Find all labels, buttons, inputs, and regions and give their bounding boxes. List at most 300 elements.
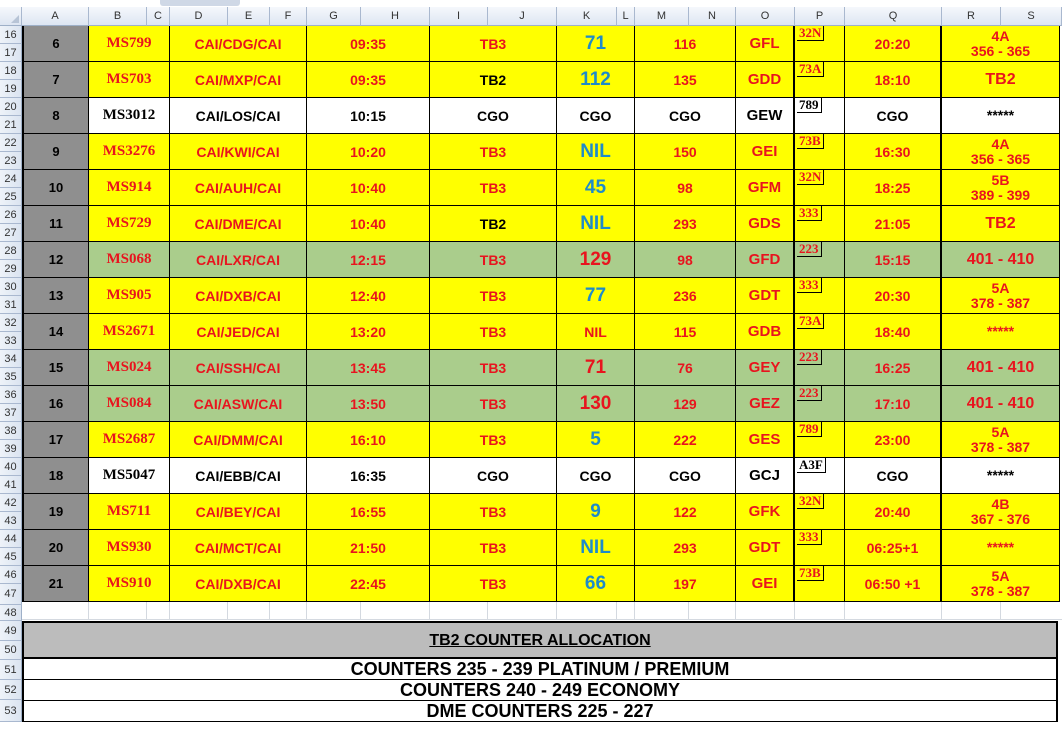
cell-term[interactable]: TB3 <box>430 314 557 350</box>
row-header[interactable]: 26 <box>0 206 22 224</box>
cell-arr[interactable]: 20:20 <box>845 26 942 62</box>
row-header[interactable]: 20 <box>0 98 22 116</box>
flight-row[interactable] <box>22 242 1062 278</box>
cell-arr[interactable]: 23:00 <box>845 422 942 458</box>
cell-ac[interactable] <box>795 62 845 98</box>
counter-text: 356 - 365 <box>970 42 1031 59</box>
cell-pax[interactable]: 129 <box>635 386 736 422</box>
cell-no[interactable]: 21 <box>22 566 89 602</box>
aircraft-type-label: 333 <box>797 530 822 545</box>
row-header[interactable]: 17 <box>0 44 22 62</box>
cell-term[interactable]: TB3 <box>430 350 557 386</box>
cell-no[interactable]: 16 <box>22 386 89 422</box>
cell-dep[interactable]: 10:40 <box>307 170 430 206</box>
grid-divider <box>556 602 557 620</box>
aircraft-type-label: 223 <box>797 386 822 401</box>
counter-text: 5A <box>991 423 1010 440</box>
row-header[interactable]: 16 <box>0 26 22 44</box>
column-header-s[interactable]: S <box>1001 7 1062 26</box>
cell-term[interactable]: TB3 <box>430 494 557 530</box>
cell-arr[interactable]: CGO <box>845 458 942 494</box>
cell-flight[interactable]: MS930 <box>89 530 170 566</box>
cell-ac[interactable] <box>795 242 845 278</box>
cell-gate[interactable]: CGO <box>557 458 635 494</box>
flight-row[interactable] <box>22 170 1062 206</box>
counter-text: 378 - 387 <box>970 294 1031 311</box>
cell-arr[interactable]: 18:40 <box>845 314 942 350</box>
cell-counters[interactable] <box>942 314 1060 350</box>
cell-arr[interactable]: 17:10 <box>845 386 942 422</box>
aircraft-type-label: 73B <box>797 566 824 581</box>
cell-term[interactable]: TB3 <box>430 278 557 314</box>
column-header-i[interactable]: I <box>430 7 488 26</box>
allocation-line: COUNTERS 235 - 239 PLATINUM / PREMIUM <box>22 659 1058 680</box>
cell-term[interactable]: CGO <box>430 458 557 494</box>
row-header[interactable]: 29 <box>0 260 22 278</box>
flight-row[interactable] <box>22 458 1062 494</box>
cell-no[interactable]: 15 <box>22 350 89 386</box>
cell-no[interactable]: 18 <box>22 458 89 494</box>
cell-gate[interactable]: 9 <box>557 494 635 530</box>
cell-counters[interactable] <box>942 278 1060 314</box>
cell-no[interactable]: 7 <box>22 62 89 98</box>
cell-counters[interactable] <box>942 458 1060 494</box>
column-header-r[interactable]: R <box>942 7 1001 26</box>
cell-reg[interactable]: GES <box>736 422 795 458</box>
grid-divider <box>735 602 736 620</box>
cell-reg[interactable]: GDT <box>736 278 795 314</box>
cell-counters[interactable] <box>942 206 1060 242</box>
cell-no[interactable]: 11 <box>22 206 89 242</box>
cell-no[interactable]: 13 <box>22 278 89 314</box>
aircraft-type-label: A3F <box>797 458 826 473</box>
cell-pax[interactable]: 122 <box>635 494 736 530</box>
flight-row[interactable] <box>22 206 1062 242</box>
aircraft-type-label: 789 <box>797 98 822 113</box>
flight-row[interactable] <box>22 314 1062 350</box>
cell-route[interactable]: CAI/MCT/CAI <box>170 530 307 566</box>
row-header[interactable]: 27 <box>0 224 22 242</box>
cell-gate[interactable]: NIL <box>557 314 635 350</box>
flight-row[interactable] <box>22 26 1062 62</box>
column-header-k[interactable]: K <box>557 7 617 26</box>
cell-flight[interactable]: MS799 <box>89 26 170 62</box>
row-header[interactable]: 43 <box>0 512 22 530</box>
column-header-j[interactable]: J <box>488 7 557 26</box>
row-header[interactable]: 50 <box>0 641 22 660</box>
counter-text: 4A <box>991 27 1010 44</box>
cell-arr[interactable]: 16:25 <box>845 350 942 386</box>
cell-ac[interactable] <box>795 422 845 458</box>
column-header-m[interactable]: M <box>635 7 689 26</box>
row-header[interactable]: 33 <box>0 332 22 350</box>
cell-reg[interactable]: GFM <box>736 170 795 206</box>
cell-counters[interactable] <box>942 62 1060 98</box>
cell-pax[interactable]: 98 <box>635 242 736 278</box>
cell-flight[interactable]: MS729 <box>89 206 170 242</box>
cell-ac[interactable] <box>795 386 845 422</box>
cell-term[interactable]: TB3 <box>430 26 557 62</box>
cell-pax[interactable]: 98 <box>635 170 736 206</box>
row-header[interactable]: 34 <box>0 350 22 368</box>
flight-row[interactable] <box>22 494 1062 530</box>
cell-ac[interactable] <box>795 98 845 134</box>
counter-text: 356 - 365 <box>970 150 1031 167</box>
cell-ac[interactable] <box>795 458 845 494</box>
flight-row[interactable] <box>22 350 1062 386</box>
column-header-b[interactable]: B <box>89 7 147 26</box>
cell-route[interactable]: CAI/EBB/CAI <box>170 458 307 494</box>
row-header[interactable]: 47 <box>0 584 22 605</box>
cell-pax[interactable]: 116 <box>635 26 736 62</box>
column-header-h[interactable]: H <box>361 7 430 26</box>
cell-reg[interactable]: GFK <box>736 494 795 530</box>
cell-term[interactable]: TB2 <box>430 62 557 98</box>
cell-route[interactable]: CAI/SSH/CAI <box>170 350 307 386</box>
cell-arr[interactable]: 21:05 <box>845 206 942 242</box>
counter-text: ***** <box>986 107 1015 123</box>
cell-reg[interactable]: GEY <box>736 350 795 386</box>
cell-gate[interactable]: 77 <box>557 278 635 314</box>
cell-term[interactable]: TB2 <box>430 206 557 242</box>
cell-gate[interactable]: NIL <box>557 530 635 566</box>
allocation-line: DME COUNTERS 225 - 227 <box>22 701 1058 722</box>
cell-arr[interactable]: 18:25 <box>845 170 942 206</box>
cell-dep[interactable]: 13:50 <box>307 386 430 422</box>
cell-flight[interactable]: MS068 <box>89 242 170 278</box>
grid-divider <box>616 602 617 620</box>
cell-counters[interactable] <box>942 134 1060 170</box>
grid-divider <box>360 602 361 620</box>
cell-pax[interactable]: 76 <box>635 350 736 386</box>
cell-pax[interactable]: 115 <box>635 314 736 350</box>
cell-route[interactable]: CAI/BEY/CAI <box>170 494 307 530</box>
cell-flight[interactable]: MS2687 <box>89 422 170 458</box>
cell-counters[interactable] <box>942 422 1060 458</box>
cell-route[interactable]: CAI/DME/CAI <box>170 206 307 242</box>
cell-route[interactable]: CAI/CDG/CAI <box>170 26 307 62</box>
cell-pax[interactable]: CGO <box>635 458 736 494</box>
cell-term[interactable]: TB3 <box>430 170 557 206</box>
cell-gate[interactable]: 112 <box>557 62 635 98</box>
counter-text: TB2 <box>985 215 1016 232</box>
cell-arr[interactable]: 06:25+1 <box>845 530 942 566</box>
cell-term[interactable]: TB3 <box>430 134 557 170</box>
cell-dep[interactable]: 16:10 <box>307 422 430 458</box>
allocation-line: COUNTERS 240 - 249 ECONOMY <box>22 680 1058 701</box>
cell-term[interactable]: TB3 <box>430 242 557 278</box>
cell-dep[interactable]: 16:35 <box>307 458 430 494</box>
row-header[interactable]: 30 <box>0 278 22 296</box>
cell-ac[interactable] <box>795 314 845 350</box>
cell-pax[interactable]: 135 <box>635 62 736 98</box>
column-header-n[interactable]: N <box>689 7 736 26</box>
row-header[interactable]: 38 <box>0 422 22 440</box>
cell-dep[interactable]: 09:35 <box>307 26 430 62</box>
aircraft-type-label: 73B <box>797 134 824 149</box>
grid-divider <box>1000 602 1001 620</box>
cell-dep[interactable]: 13:20 <box>307 314 430 350</box>
cell-term[interactable]: TB3 <box>430 422 557 458</box>
flight-row[interactable] <box>22 134 1062 170</box>
counter-text: 5A <box>991 567 1010 584</box>
allocation-title <box>22 621 1058 659</box>
cell-arr[interactable]: 20:30 <box>845 278 942 314</box>
cell-route[interactable]: CAI/DMM/CAI <box>170 422 307 458</box>
column-header-g[interactable]: G <box>307 7 361 26</box>
cell-dep[interactable]: 21:50 <box>307 530 430 566</box>
cell-no[interactable]: 10 <box>22 170 89 206</box>
counter-text: 4B <box>991 495 1010 512</box>
cell-counters[interactable] <box>942 350 1060 386</box>
cell-dep[interactable]: 22:45 <box>307 566 430 602</box>
cell-ac[interactable] <box>795 26 845 62</box>
cell-reg[interactable]: GCJ <box>736 458 795 494</box>
cell-route[interactable]: CAI/MXP/CAI <box>170 62 307 98</box>
cell-counters[interactable] <box>942 242 1060 278</box>
row-header[interactable]: 49 <box>0 621 22 641</box>
column-header-d[interactable]: D <box>170 7 228 26</box>
counter-text: 4A <box>991 135 1010 152</box>
cell-dep[interactable]: 10:15 <box>307 98 430 134</box>
aircraft-type-label: 32N <box>797 26 824 41</box>
row-header[interactable]: 21 <box>0 116 22 134</box>
cell-term[interactable]: TB3 <box>430 386 557 422</box>
row-header[interactable]: 44 <box>0 530 22 548</box>
flight-row[interactable] <box>22 98 1062 134</box>
grid-divider <box>227 602 228 620</box>
cell-reg[interactable]: GDB <box>736 314 795 350</box>
row-header[interactable]: 35 <box>0 368 22 386</box>
cell-pax[interactable]: 197 <box>635 566 736 602</box>
empty-row[interactable] <box>22 602 1062 620</box>
flight-row[interactable] <box>22 422 1062 458</box>
cell-route[interactable]: CAI/DXB/CAI <box>170 566 307 602</box>
cell-route[interactable]: CAI/KWI/CAI <box>170 134 307 170</box>
cell-route[interactable]: CAI/LXR/CAI <box>170 242 307 278</box>
row-header[interactable]: 48 <box>0 605 22 621</box>
row-header[interactable]: 32 <box>0 314 22 332</box>
cell-ac[interactable] <box>795 566 845 602</box>
flight-row[interactable] <box>22 386 1062 422</box>
cell-no[interactable]: 19 <box>22 494 89 530</box>
counter-text: 5B <box>991 171 1010 188</box>
grid-divider <box>269 602 270 620</box>
row-header[interactable]: 31 <box>0 296 22 314</box>
cell-ac[interactable] <box>795 350 845 386</box>
cell-flight[interactable]: MS5047 <box>89 458 170 494</box>
cell-pax[interactable]: 293 <box>635 530 736 566</box>
cell-counters[interactable] <box>942 386 1060 422</box>
flight-row[interactable] <box>22 566 1062 602</box>
cell-route[interactable]: CAI/JED/CAI <box>170 314 307 350</box>
cell-gate[interactable]: 130 <box>557 386 635 422</box>
cell-flight[interactable]: MS711 <box>89 494 170 530</box>
cell-route[interactable]: CAI/AUH/CAI <box>170 170 307 206</box>
cell-flight[interactable]: MS914 <box>89 170 170 206</box>
grid-divider <box>88 602 89 620</box>
cell-pax[interactable]: 236 <box>635 278 736 314</box>
counter-text: 367 - 376 <box>970 510 1031 527</box>
cell-counters[interactable] <box>942 566 1060 602</box>
cell-gate[interactable]: 71 <box>557 26 635 62</box>
cell-reg[interactable]: GFD <box>736 242 795 278</box>
cell-gate[interactable]: 45 <box>557 170 635 206</box>
column-header-l[interactable]: L <box>617 7 635 26</box>
cell-arr[interactable]: 15:15 <box>845 242 942 278</box>
row-header[interactable]: 40 <box>0 458 22 476</box>
cell-arr[interactable]: CGO <box>845 98 942 134</box>
aircraft-type-label: 32N <box>797 494 824 509</box>
cell-reg[interactable]: GDD <box>736 62 795 98</box>
flight-row[interactable] <box>22 530 1062 566</box>
cell-reg[interactable]: GEW <box>736 98 795 134</box>
cell-flight[interactable]: MS910 <box>89 566 170 602</box>
column-header-e[interactable]: E <box>228 7 270 26</box>
counter-text: 378 - 387 <box>970 582 1031 599</box>
flight-row[interactable] <box>22 278 1062 314</box>
cell-flight[interactable]: MS2671 <box>89 314 170 350</box>
aircraft-type-label: 223 <box>797 242 822 257</box>
cell-no[interactable]: 9 <box>22 134 89 170</box>
cell-reg[interactable]: GDT <box>736 530 795 566</box>
cell-ac[interactable] <box>795 206 845 242</box>
row-header[interactable]: 53 <box>0 700 22 722</box>
grid-divider <box>844 602 845 620</box>
grid-divider <box>941 602 942 620</box>
aircraft-type-label: 789 <box>797 422 822 437</box>
cell-gate[interactable]: 66 <box>557 566 635 602</box>
row-header[interactable]: 18 <box>0 62 22 80</box>
cell-no[interactable]: 17 <box>22 422 89 458</box>
cell-ac[interactable] <box>795 134 845 170</box>
cell-pax[interactable]: 150 <box>635 134 736 170</box>
cell-arr[interactable]: 18:10 <box>845 62 942 98</box>
cell-dep[interactable]: 09:35 <box>307 62 430 98</box>
row-header[interactable]: 19 <box>0 80 22 98</box>
cell-no[interactable]: 8 <box>22 98 89 134</box>
cell-flight[interactable]: MS3276 <box>89 134 170 170</box>
cell-no[interactable]: 6 <box>22 26 89 62</box>
cell-route[interactable]: CAI/ASW/CAI <box>170 386 307 422</box>
row-header[interactable]: 37 <box>0 404 22 422</box>
cell-arr[interactable]: 16:30 <box>845 134 942 170</box>
row-header[interactable]: 22 <box>0 134 22 152</box>
cell-ac[interactable] <box>795 170 845 206</box>
counter-text: ***** <box>986 539 1015 555</box>
row-header[interactable]: 28 <box>0 242 22 260</box>
row-header[interactable]: 52 <box>0 680 22 700</box>
cell-no[interactable]: 12 <box>22 242 89 278</box>
allocation-title-text: TB2 COUNTER ALLOCATION <box>429 632 651 649</box>
cell-reg[interactable]: GEI <box>736 566 795 602</box>
column-header-q[interactable]: Q <box>845 7 942 26</box>
cell-flight[interactable]: MS3012 <box>89 98 170 134</box>
cell-term[interactable]: TB3 <box>430 530 557 566</box>
cell-arr[interactable]: 20:40 <box>845 494 942 530</box>
cell-flight[interactable]: MS084 <box>89 386 170 422</box>
cell-pax[interactable]: 293 <box>635 206 736 242</box>
cell-dep[interactable]: 16:55 <box>307 494 430 530</box>
flight-row[interactable] <box>22 62 1062 98</box>
cell-gate[interactable]: NIL <box>557 206 635 242</box>
cell-counters[interactable] <box>942 98 1060 134</box>
column-header-c[interactable]: C <box>147 7 170 26</box>
row-header[interactable]: 46 <box>0 566 22 584</box>
cell-pax[interactable]: 222 <box>635 422 736 458</box>
cell-counters[interactable] <box>942 530 1060 566</box>
counter-text: 5A <box>991 279 1010 296</box>
cell-ac[interactable] <box>795 494 845 530</box>
cell-term[interactable]: CGO <box>430 98 557 134</box>
cell-route[interactable]: CAI/LOS/CAI <box>170 98 307 134</box>
cell-reg[interactable]: GFL <box>736 26 795 62</box>
column-header-o[interactable]: O <box>736 7 795 26</box>
grid-divider <box>306 602 307 620</box>
cell-route[interactable]: CAI/DXB/CAI <box>170 278 307 314</box>
cell-reg[interactable]: GDS <box>736 206 795 242</box>
cell-gate[interactable]: 5 <box>557 422 635 458</box>
cell-dep[interactable]: 10:40 <box>307 206 430 242</box>
cell-reg[interactable]: GEZ <box>736 386 795 422</box>
row-header[interactable]: 25 <box>0 188 22 206</box>
cell-flight[interactable]: MS703 <box>89 62 170 98</box>
row-header-bar <box>0 0 22 729</box>
cell-counters[interactable] <box>942 494 1060 530</box>
cell-counters[interactable] <box>942 170 1060 206</box>
cell-reg[interactable]: GEI <box>736 134 795 170</box>
cell-counters[interactable] <box>942 26 1060 62</box>
cell-ac[interactable] <box>795 530 845 566</box>
row-header[interactable]: 51 <box>0 660 22 680</box>
cell-dep[interactable]: 12:15 <box>307 242 430 278</box>
cell-no[interactable]: 20 <box>22 530 89 566</box>
cell-arr[interactable]: 06:50 +1 <box>845 566 942 602</box>
counter-text: TB2 <box>985 71 1016 88</box>
cell-dep[interactable]: 13:45 <box>307 350 430 386</box>
cell-pax[interactable]: CGO <box>635 98 736 134</box>
cell-gate[interactable]: NIL <box>557 134 635 170</box>
grid-divider <box>634 602 635 620</box>
column-header-p[interactable]: P <box>795 7 845 26</box>
aircraft-type-label: 333 <box>797 278 822 293</box>
column-header-a[interactable]: A <box>22 7 89 26</box>
row-header[interactable]: 23 <box>0 152 22 170</box>
cell-flight[interactable]: MS024 <box>89 350 170 386</box>
row-header[interactable]: 39 <box>0 440 22 458</box>
row-header[interactable]: 24 <box>0 170 22 188</box>
row-header[interactable]: 36 <box>0 386 22 404</box>
row-header[interactable]: 42 <box>0 494 22 512</box>
cell-flight[interactable]: MS905 <box>89 278 170 314</box>
aircraft-type-label: 223 <box>797 350 822 365</box>
cell-gate[interactable]: 129 <box>557 242 635 278</box>
counter-text: 401 - 410 <box>966 251 1035 268</box>
cell-ac[interactable] <box>795 278 845 314</box>
cell-gate[interactable]: 71 <box>557 350 635 386</box>
cell-no[interactable]: 14 <box>22 314 89 350</box>
spreadsheet-grid <box>22 0 1062 729</box>
cell-term[interactable]: TB3 <box>430 566 557 602</box>
row-header[interactable]: 45 <box>0 548 22 566</box>
column-header-f[interactable]: F <box>270 7 307 26</box>
counter-text: 378 - 387 <box>970 438 1031 455</box>
grid-divider <box>429 602 430 620</box>
cell-dep[interactable]: 10:20 <box>307 134 430 170</box>
cell-dep[interactable]: 12:40 <box>307 278 430 314</box>
row-header[interactable]: 41 <box>0 476 22 494</box>
cell-gate[interactable]: CGO <box>557 98 635 134</box>
